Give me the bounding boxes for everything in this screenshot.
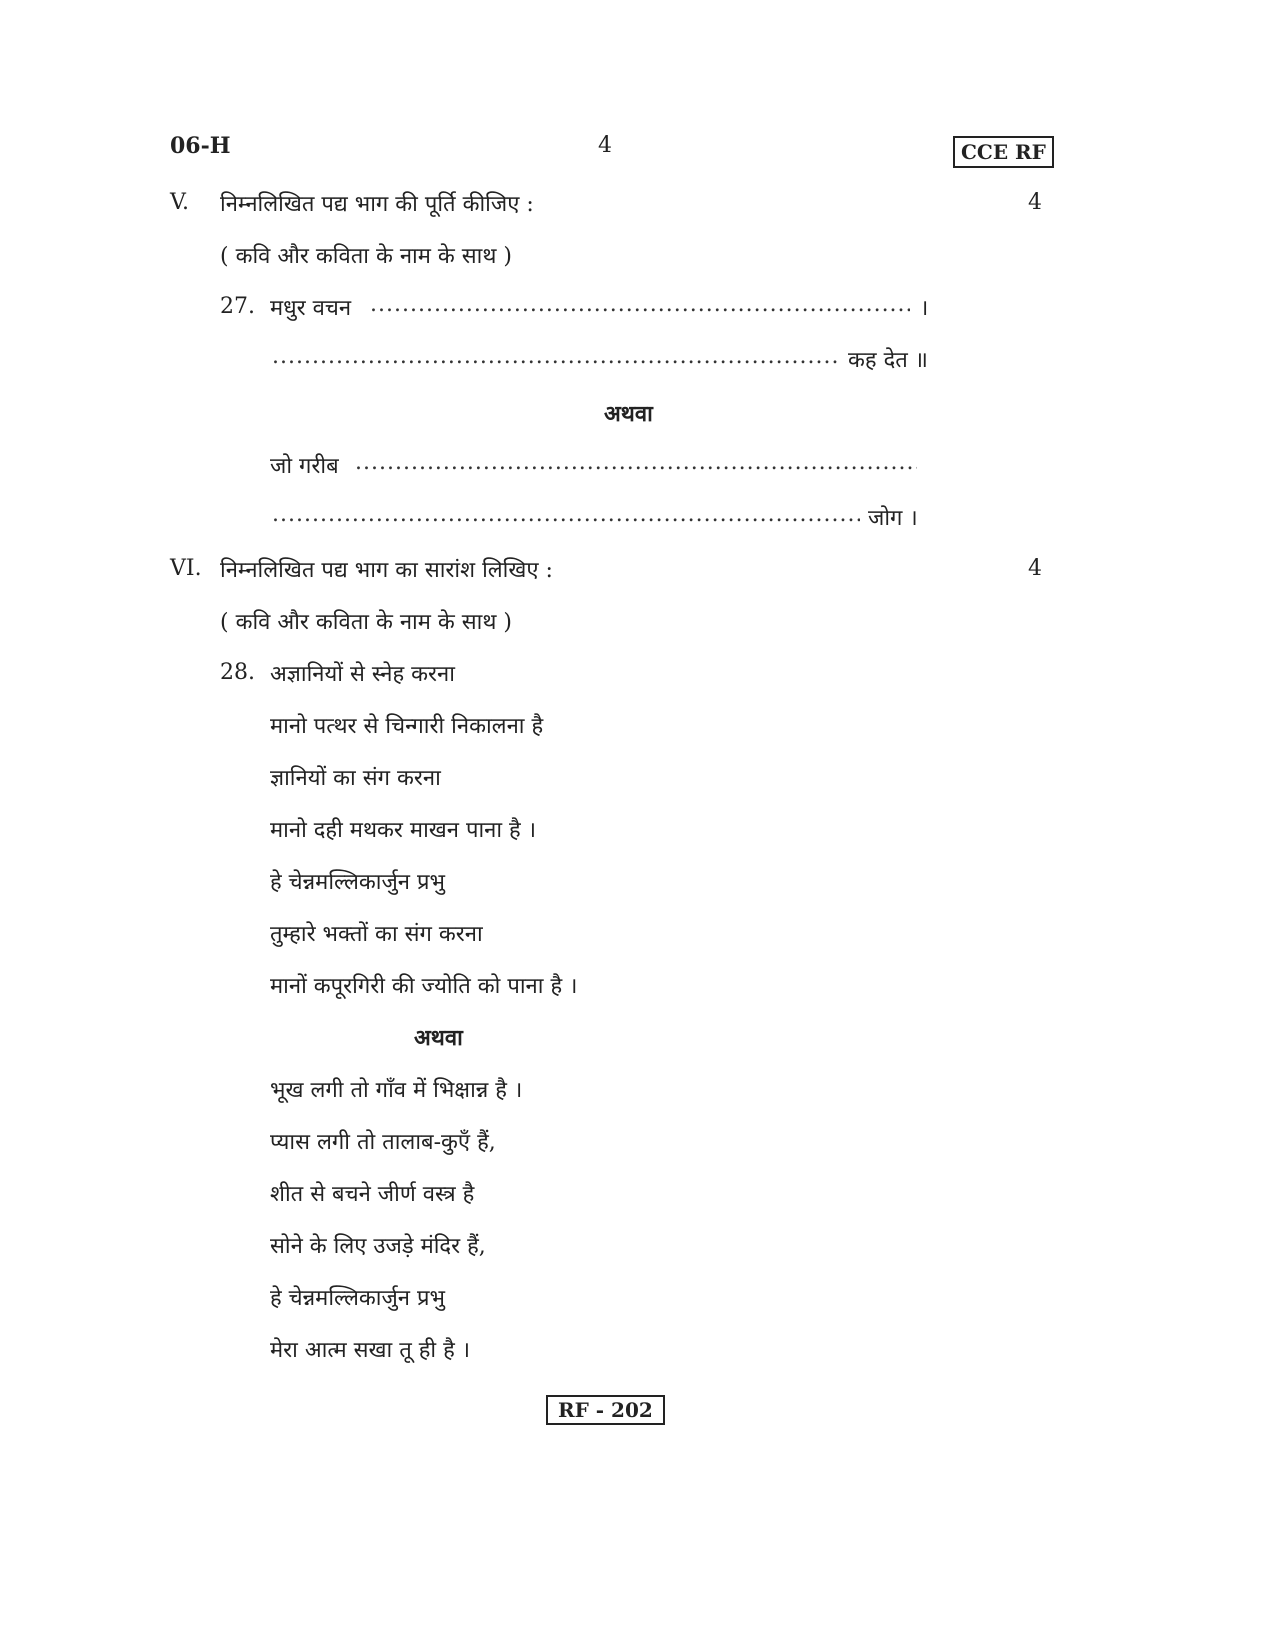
poem1-line: मानो पत्थर से चिन्गारी निकालना है (270, 714, 544, 739)
section-vi-number: VI. (170, 556, 202, 581)
section-v-marks: 4 (1028, 190, 1042, 215)
poem2-line: हे चेन्नमल्लिकार्जुन प्रभु (270, 1286, 445, 1311)
section-v-number: V. (170, 190, 190, 215)
poem2-line: भूख लगी तो गाँव में भिक्षान्न है । (270, 1078, 523, 1103)
section-vi-instruction: निम्नलिखित पद्य भाग का सारांश लिखिए : (220, 558, 553, 583)
section-v-instruction: निम्नलिखित पद्य भाग की पूर्ति कीजिए : (220, 192, 534, 217)
page-number: 4 (598, 133, 612, 158)
q27-alt-line1-blank (355, 450, 917, 481)
q27-alt-line1-start: जो गरीब (270, 454, 339, 479)
question-27-number: 27. (220, 294, 255, 319)
poem1-line: अज्ञानियों से स्नेह करना (270, 662, 455, 687)
footer-code: RF - 202 (546, 1395, 665, 1425)
section-vi-marks: 4 (1028, 556, 1042, 581)
q27-line2-blank (272, 344, 840, 375)
poem1-line: हे चेन्नमल्लिकार्जुन प्रभु (270, 870, 445, 895)
section-v-note: ( कवि और कविता के नाम के साथ ) (220, 244, 512, 269)
poem1-line: ज्ञानियों का संग करना (270, 766, 441, 791)
poem2-line: मेरा आत्म सखा तू ही है । (270, 1338, 471, 1363)
q27-or-label: अथवा (604, 401, 653, 427)
poem2-line: सोने के लिए उजड़े मंदिर हैं, (270, 1234, 486, 1259)
poem2-line: प्यास लगी तो तालाब-कुएँ हैं, (270, 1130, 496, 1155)
poem1-line: मानों कपूरगिरी की ज्योति को पाना है । (270, 974, 578, 999)
poem1-line: तुम्हारे भक्तों का संग करना (270, 922, 483, 947)
section-vi-note: ( कवि और कविता के नाम के साथ ) (220, 610, 512, 635)
paper-code: 06-H (170, 133, 231, 159)
q27-alt-line2-end: जोग । (868, 506, 918, 531)
q28-or-label: अथवा (414, 1025, 463, 1051)
poem1-line: मानो दही मथकर माखन पाना है । (270, 818, 537, 843)
poem2-line: शीत से बचने जीर्ण वस्त्र है (270, 1182, 475, 1207)
q27-line1-end: । (920, 296, 929, 321)
q27-line1-blank (370, 292, 910, 323)
q27-alt-line2-blank (272, 502, 860, 533)
series-badge: CCE RF (953, 136, 1054, 168)
q27-line1-start: मधुर वचन (270, 296, 352, 321)
question-28-number: 28. (220, 660, 255, 685)
q27-line2-end: कह देत ॥ (848, 348, 928, 373)
